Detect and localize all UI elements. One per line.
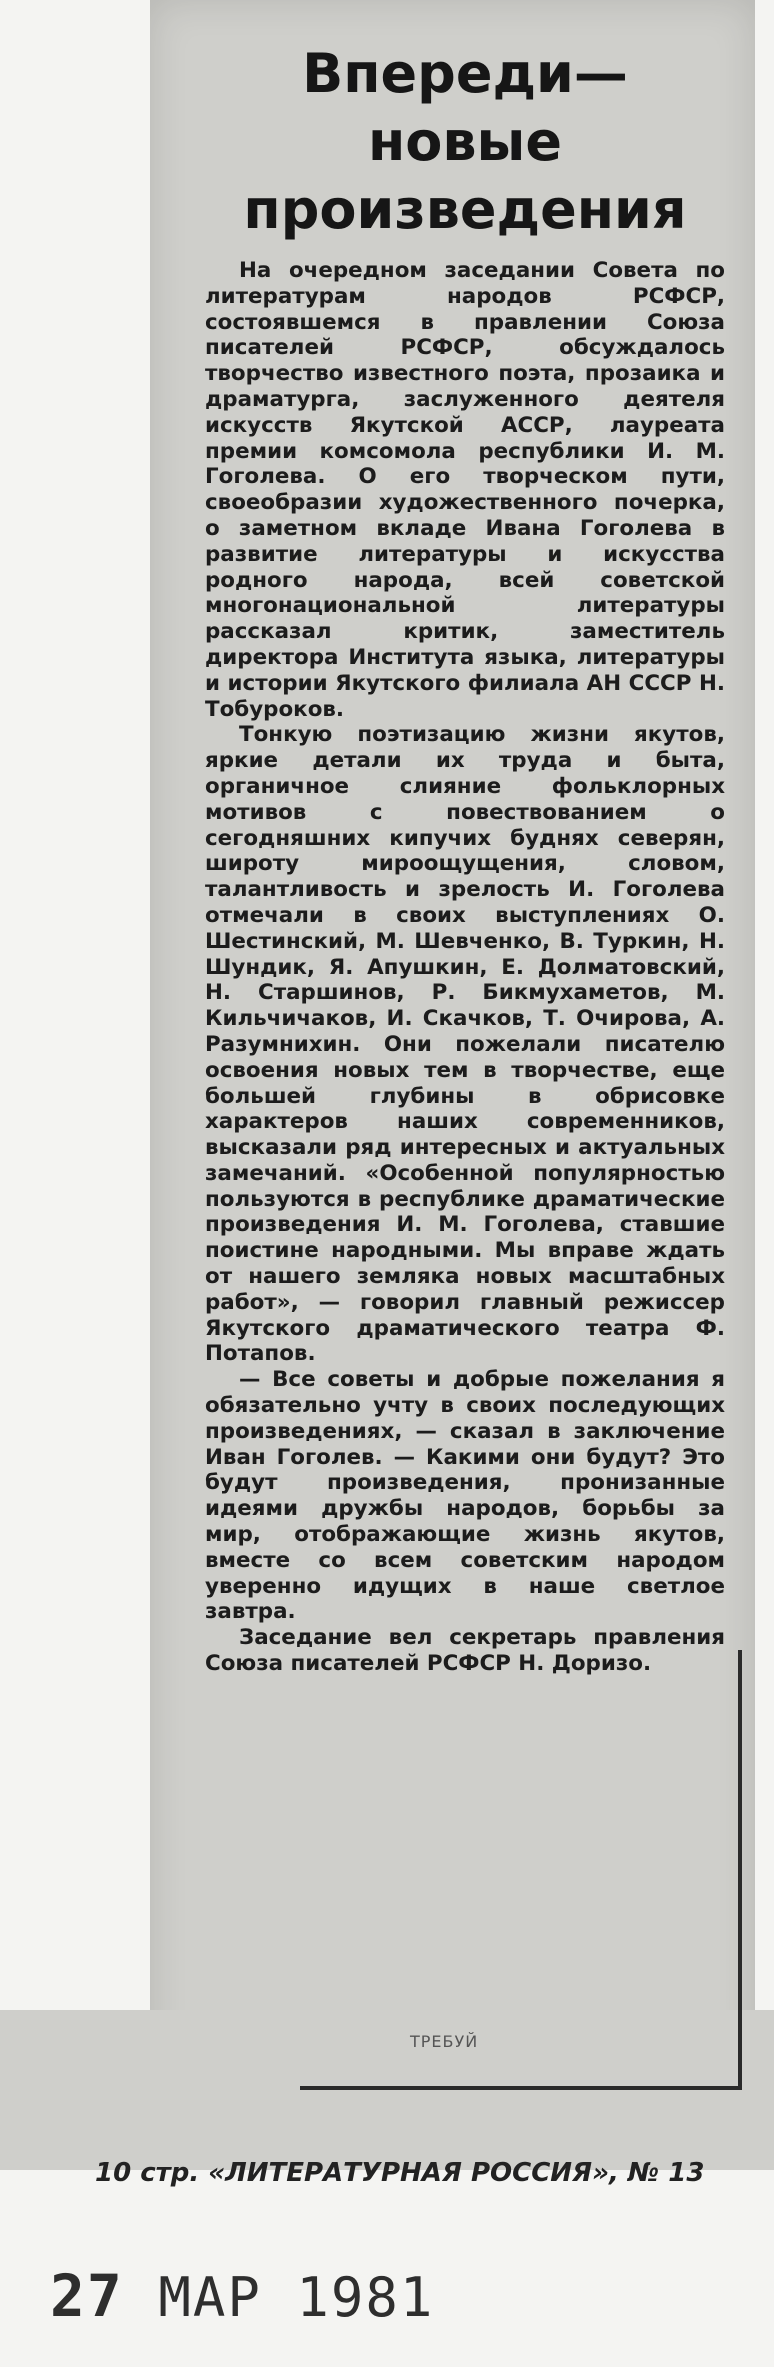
paragraph-3: — Все советы и добрые пожелания я обязательно учту в своих последующих произведениях, — сказал в заключение Иван Гоголев. — Какими они будут? Это будут произведения, пронизанные идеями дружбы народов, борьбы за мир, отображающие жизнь якутов, вместе со всем советским народом уверенно идущих в наше светлое завтра. <box>205 1367 725 1625</box>
headline-line-3: произведения <box>243 178 687 241</box>
newspaper-source-line: 10 стр. «ЛИТЕРАТУРНАЯ РОССИЯ», № 13 <box>95 2158 705 2188</box>
article-column <box>205 40 725 1677</box>
headline-line-1: Впереди— <box>302 42 628 105</box>
clipping-footer-strip <box>0 2010 774 2170</box>
date-stamp-month-year: МАР 1981 <box>158 2266 435 2329</box>
article-headline <box>205 40 725 244</box>
column-rule-horizontal <box>300 2086 742 2090</box>
column-rule-vertical <box>738 1650 742 2090</box>
stamp-fragment: ТРЕБУЙ <box>410 2032 479 2051</box>
paragraph-2: Тонкую поэтизацию жизни якутов, яркие детали их труда и быта, органичное слияние фольклорных мотивов с повествованием о сегодняшних кипучих буднях северян, широту мироощущения, словом, талантливость и зрелость И. Гоголева отмечали в своих выступлениях О. Шестинский, М. Шевченко, В. Туркин, Н. Шундик, Я. Апушкин, Е. Долматовский, Н. Старшинов, Р. Бикмухаметов, М. Кильчичаков, И. Скачков, Т. Очирова, А. Разумнихин. Они пожелали писателю освоения новых тем в творчестве, еще большей глубины в обрисовке характеров наших современников, высказали ряд интересных и актуальных замечаний. «Особенной популярностью пользуются в республике драматические произведения И. М. Гоголева, ставшие поистине народными. Мы вправе ждать от нашего земляка новых масштабных работ», — говорил главный режиссер Якутского драматического театра Ф. Потапов. <box>205 722 725 1367</box>
headline-line-2: новые <box>367 110 563 173</box>
article-body <box>205 258 725 1677</box>
date-stamp-day: 27 <box>50 2262 124 2330</box>
paragraph-4: Заседание вел секретарь правления Союза писателей РСФСР Н. Доризо. <box>205 1625 725 1677</box>
date-stamp <box>50 2262 434 2330</box>
paragraph-1: На очередном заседании Совета по литературам народов РСФСР, состоявшемся в правлении Союза писателей РСФСР, обсуждалось творчество известного поэта, прозаика и драматурга, заслуженного деятеля искусств Якутской АССР, лауреата премии комсомола республики И. М. Гоголева. О его творческом пути, своеобразии художественного почерка, о заметном вкладе Ивана Гоголева в развитие литературы и искусства родного народа, всей советской многонациональной литературы рассказал критик, заместитель директора Института языка, литературы и истории Якутского филиала АН СССР Н. Тобуроков. <box>205 258 725 722</box>
